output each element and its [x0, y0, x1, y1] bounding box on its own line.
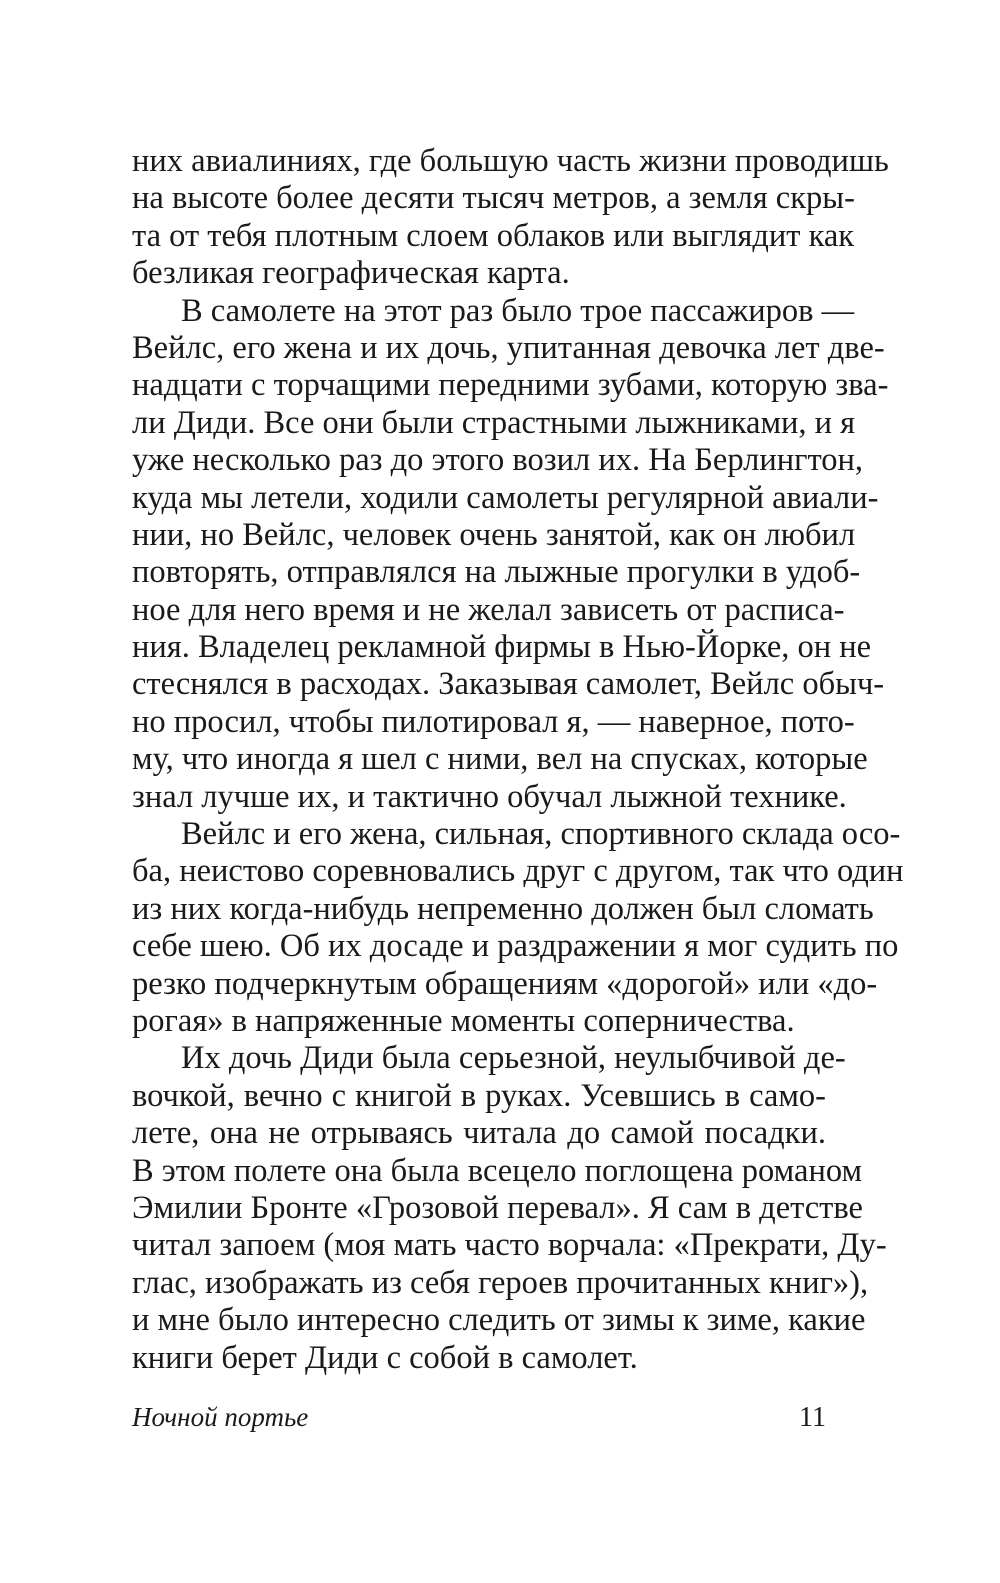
text-line: из них когда-нибудь непременно должен был сломать	[132, 890, 874, 927]
text-line: вочкой, вечно с книгой в руках. Усевшись в само-	[132, 1077, 826, 1114]
text-line: читал запоем (моя мать часто ворчала: «Прекрати, Ду-	[132, 1227, 887, 1264]
text-line: них авиалиниях, где большую часть жизни проводишь	[132, 143, 889, 179]
text-line: Вейлс, его жена и их дочь, упитанная девочка лет две-	[132, 329, 885, 366]
text-line: уже несколько раз до этого возил их. На Берлингтон,	[132, 442, 864, 479]
text-line: ба, неистово соревновались друг с другом, так что один	[132, 853, 904, 890]
text-line: ное для него время и не желал зависеть от расписа-	[132, 591, 845, 628]
text-line: Эмилии Бронте «Грозовой перевал». Я сам в детстве	[132, 1189, 863, 1226]
text-line: знал лучше их, и тактично обучал лыжной технике.	[132, 778, 847, 815]
text-line: В этом полете она была всецело поглощена романом	[132, 1152, 863, 1189]
text-line: на высоте более десяти тысяч метров, а земля скры-	[132, 180, 855, 217]
text-line: му, что иногда я шел с ними, вел на спусках, которые	[132, 741, 868, 778]
text-line: себе шею. Об их досаде и раздражении я мог судить по	[132, 928, 899, 965]
text-line: книги берет Диди с собой в самолет.	[132, 1339, 638, 1376]
text-line: куда мы летели, ходили самолеты регулярной авиали-	[132, 479, 879, 516]
text-line: Вейлс и его жена, сильная, спортивного склада осо-	[181, 816, 901, 853]
text-line: ли Диди. Все они были страстными лыжниками, и я	[132, 404, 856, 441]
text-line: безликая географическая карта.	[132, 255, 570, 292]
text-line: стеснялся в расходах. Заказывая самолет, Вейлс обыч-	[132, 666, 885, 703]
text-line: Их дочь Диди была серьезной, неулыбчивой де-	[181, 1040, 846, 1077]
body-text	[132, 143, 904, 1377]
running-title: Ночной портье	[132, 1402, 309, 1432]
text-line: нии, но Вейлс, человек очень занятой, как он любил	[132, 516, 856, 553]
text-line: повторять, отправлялся на лыжные прогулки в удоб-	[132, 554, 861, 591]
text-line: и мне было интересно следить от зимы к зиме, какие	[132, 1302, 866, 1339]
text-line: резко подчеркнутым обращениям «дорогой» или «до-	[132, 965, 878, 1002]
text-line: ния. Владелец рекламной фирмы в Нью-Йорке, он не	[132, 629, 872, 666]
text-line: та от тебя плотным слоем облаков или выглядит как	[132, 217, 855, 254]
text-line: В самолете на этот раз было трое пассажиров —	[181, 292, 855, 329]
text-line: глас, изображать из себя героев прочитанных книг»),	[132, 1264, 869, 1301]
text-line: надцати с торчащими передними зубами, которую зва-	[132, 367, 889, 404]
text-line: рогая» в напряженные моменты соперничества.	[132, 1002, 795, 1039]
page-number: 11	[799, 1402, 826, 1433]
text-line: но просил, чтобы пилотировал я, — наверное, пото-	[132, 703, 855, 740]
text-line: лете, она не отрываясь читала до самой посадки.	[132, 1115, 826, 1152]
page-footer	[132, 1402, 826, 1442]
